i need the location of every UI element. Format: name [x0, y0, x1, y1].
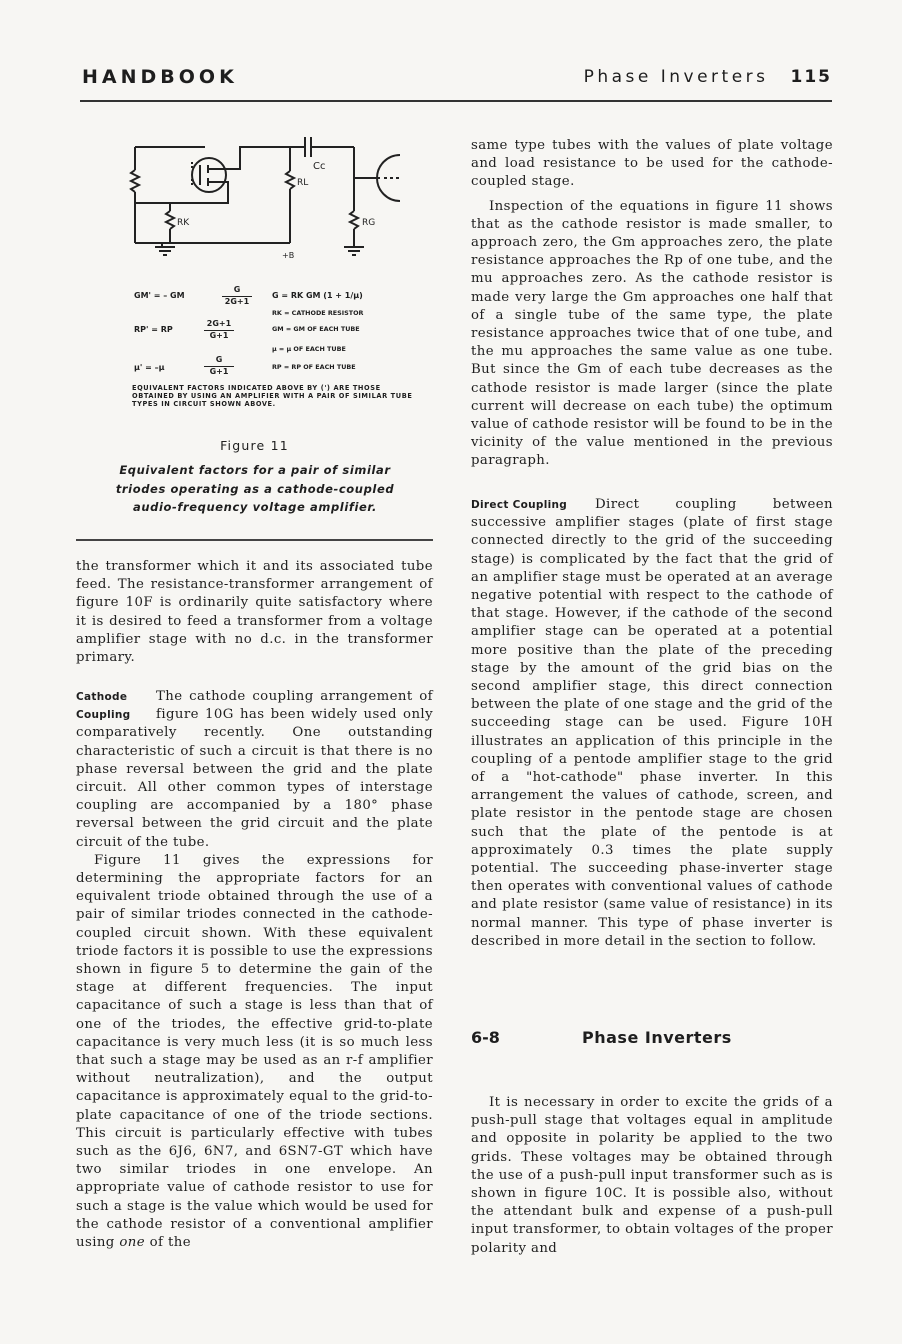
- label-cc: Cc: [313, 161, 326, 172]
- right-column-phase-inverters: [471, 1094, 833, 1258]
- eq-gm-prime-den: 2G+1: [222, 296, 252, 306]
- left-column-cathode-section: [76, 688, 433, 1252]
- figure11-paragraph-end: of the: [149, 1235, 191, 1251]
- label-rg: RG: [362, 218, 376, 228]
- running-header-title: Phase Inverters: [583, 67, 769, 87]
- direct-coupling-paragraph: [471, 496, 833, 951]
- figure-caption-body: Equivalent factors for a pair of similar triodes operating as a cathode-coupled audio-frequency voltage amplifier.: [115, 463, 395, 514]
- eq-rk-def: RK = CATHODE RESISTOR: [272, 309, 364, 317]
- eq-gm-def: GM = GM OF EACH TUBE: [272, 325, 360, 333]
- right-column-top: [471, 137, 833, 471]
- header-rule: [80, 100, 832, 102]
- running-header-right: [584, 67, 832, 87]
- cathode-coupling-sidehead: [76, 688, 131, 724]
- eq-g-def: G = RK GM (1 + 1/µ): [272, 291, 363, 300]
- left-column-para1: [76, 558, 433, 667]
- running-header-left: HANDBOOK: [82, 66, 238, 88]
- label-rl: RL: [297, 178, 309, 188]
- eq-mu-def: µ = µ OF EACH TUBE: [272, 345, 346, 353]
- eq-gm-prime-num: G: [233, 285, 241, 294]
- cathode-paragraph-text: The cathode coupling arrangement of figure 10G has been widely used only comparatively recently. One outstanding characteristic of such a circuit is that there is no phase reversal between the grid and the plate circuit. All other common types of interstage coupling are accompanied by a 180° phase reversal between the grid circuit and the plate circuit of the tube.: [76, 689, 433, 850]
- paragraph: same type tubes with the values of plate voltage and load resistance to be used for the cathode-coupled stage.: [471, 138, 833, 190]
- paragraph: Inspection of the equations in figure 11 shows that as the cathode resistor is made smaller, to approach zero, the Gm approaches zero, the plate resistance approaches the Rp of one tube, and the mu approaches zero. As the cathode resistor is made very large the Gm approaches one half that of a single tube of the same type, the plate resistance approaches twice that of one tube, and the mu approaches the same value as one tube. But since the Gm of each tube decreases as the cathode resistor is made larger (since the plate current will decrease on each tube) the optimum value of cathode resistor will be found to be in the vicinity of the value mentioned in the previous paragraph.: [471, 198, 833, 469]
- eq-rp-prime-lhs: RP' = RP: [134, 325, 173, 334]
- section-number: 6-8: [471, 1028, 500, 1047]
- eq-rp-prime-num: 2G+1: [206, 319, 232, 328]
- direct-coupling-sidehead: Direct Coupling: [471, 499, 568, 511]
- sidehead-line2: Coupling: [76, 709, 131, 722]
- eq-gm-prime-lhs: GM' = – GM: [134, 291, 185, 300]
- eq-rp-prime-den: G+1: [204, 330, 234, 340]
- eq-rp-def: RP = RP OF EACH TUBE: [272, 363, 356, 371]
- circuit-diagram: [100, 125, 430, 275]
- eq-mu-prime-lhs: µ' = –µ: [134, 363, 165, 372]
- sidehead-line1: Cathode: [76, 691, 128, 703]
- section-title: Phase Inverters: [582, 1028, 732, 1047]
- paragraph: the transformer which it and its associated tube feed. The resistance-transformer arrangement of figure 10F is ordinarily quite satisfactory where it is desired to feed a transformer from a voltage amplifier stage with no d.c. in the transformer primary.: [76, 559, 433, 666]
- column-separator-rule: [76, 539, 433, 541]
- italic-word: one: [119, 1235, 145, 1251]
- eq-mu-prime-num: G: [215, 355, 223, 364]
- figure11-paragraph-text: Figure 11 gives the expressions for determining the appropriate factors for an equivalent triode obtained through the use of a pair of similar triodes connected in the cathode-coupled circuit shown. With these equivalent triode factors it is possible to use the expressions shown in figure 5 to determine the gain of the stage at different frequencies. The input capacitance of such a stage is less than that of one of the triodes, the effective grid-to-plate capacitance is very much less (it is so much less that such a stage may be used as an r-f amplifier without neutralization), and the output capacitance is approximately equal to the grid-to-plate capacitance of one of the triode sections. This circuit is particularly effective with tubes such as the 6J6, 6N7, and 6SN7-GT which have two similar triodes in one envelope. An appropriate value of cathode resistor to use for such a stage is the value which would be used for the cathode resistor of a conventional amplifier using: [76, 852, 433, 1251]
- paragraph: It is necessary in order to excite the grids of a push-pull stage that voltages equal in amplitude and opposite in polarity be applied to the two grids. These voltages may be obtained through the use of a push-pull input transformer such as is shown in figure 10C. It is possible also, without the attendant bulk and expense of a push-pull input transformer, to obtain voltages of the proper polarity and: [471, 1095, 833, 1256]
- label-rk: RK: [177, 218, 190, 228]
- equations-block: [112, 285, 432, 380]
- right-column-direct-coupling: [471, 496, 833, 951]
- figure-note: EQUIVALENT FACTORS INDICATED ABOVE BY (') ARE THOSE OBTAINED BY USING AN AMPLIFIER WITH A PAIR OF SIMILAR TUBE TYPES IN CIRCUIT SHOWN ABOVE.: [132, 384, 413, 408]
- label-b-plus: +B: [282, 251, 295, 260]
- eq-mu-prime-den: G+1: [204, 366, 234, 376]
- direct-coupling-text: Direct coupling between successive amplifier stages (plate of first stage connected directly to the grid of the succeeding stage) is complicated by the fact that the grid of an amplifier stage must be operated at an average negative potential with respect to the cathode of that stage. However, if the cathode of the second amplifier stage can be operated at a potential more positive than the plate of the preceding stage by the amount of the grid bias on the second amplifier stage, this direct connection between the plate of one stage and the grid of the succeeding stage can be used. Figure 10H illustrates an application of this principle in the coupling of a pentode amplifier stage to the grid of a "hot-cathode" phase inverter. In this arrangement the values of cathode, screen, and plate resistor in the pentode stage are chosen such that the plate of the pentode is at approximately 0.3 times the plate supply potential. The succeeding phase-inverter stage then operates with conventional values of cathode and plate resistor (same value of resistance) in its normal manner. This type of phase inverter is described in more detail in the section to follow.: [471, 497, 833, 949]
- figure11-paragraph: [76, 852, 433, 1252]
- page-number: 115: [790, 67, 832, 87]
- figure-caption-title: Figure 11: [220, 438, 289, 453]
